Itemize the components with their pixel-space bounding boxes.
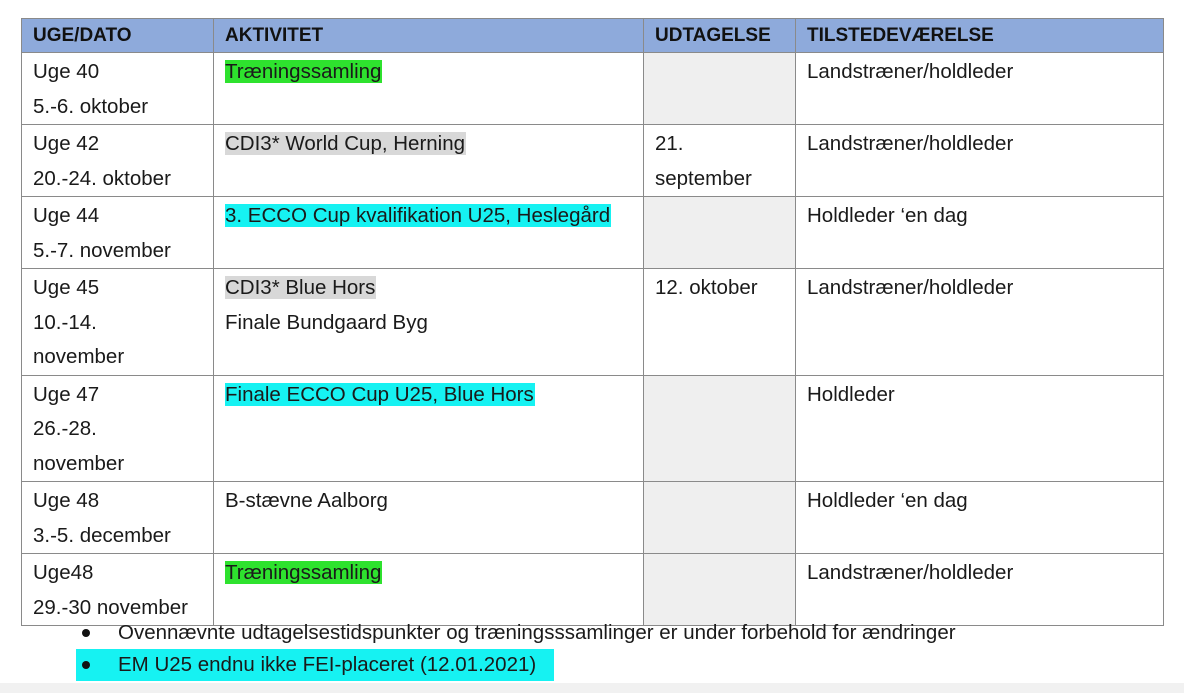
date-range: 3.-5. december [33, 523, 171, 547]
table-header-row [22, 19, 1164, 53]
presence-cell [796, 554, 1164, 626]
week-label: Uge 44 [33, 204, 100, 227]
udtagelse-cell [644, 197, 796, 269]
week-label: Uge 48 [33, 489, 100, 512]
presence-text: Landstræner/holdleder [807, 561, 1014, 584]
date-range: november [33, 451, 125, 475]
udtagelse-text: 21. [655, 132, 684, 155]
presence-text: Holdleder ‘en dag [807, 489, 968, 512]
date-range: 5.-7. november [33, 238, 171, 262]
date-range: 5.-6. oktober [33, 94, 149, 118]
note-item [76, 617, 1126, 649]
header-aktivitet: AKTIVITET [214, 19, 644, 53]
date-cell [22, 197, 214, 269]
activity-text: CDI3* World Cup, Herning [225, 132, 466, 155]
activity-cell [214, 53, 644, 125]
date-cell [22, 269, 214, 376]
presence-cell [796, 482, 1164, 554]
date-cell [22, 125, 214, 197]
note-text: EM U25 endnu ikke FEI-placeret (12.01.2021) [118, 653, 537, 676]
udtagelse-cell [644, 269, 796, 376]
week-label: Uge 42 [33, 132, 100, 155]
date-range: 29.-30 november [33, 595, 188, 619]
activity-text: Finale Bundgaard Byg [225, 310, 428, 334]
table-row [22, 482, 1164, 554]
date-cell [22, 53, 214, 125]
activity-cell [214, 197, 644, 269]
header-tilstedevaerelse: TILSTEDEVÆRELSE [796, 19, 1164, 53]
activity-cell [214, 269, 644, 376]
udtagelse-text: september [655, 166, 752, 190]
date-cell [22, 482, 214, 554]
header-uge-dato: UGE/DATO [22, 19, 214, 53]
presence-text: Holdleder ‘en dag [807, 204, 968, 227]
schedule-table [21, 18, 1164, 626]
week-label: Uge48 [33, 561, 94, 584]
table-row [22, 53, 1164, 125]
activity-text: CDI3* Blue Hors [225, 276, 376, 299]
week-label: Uge 40 [33, 60, 100, 83]
udtagelse-cell [644, 125, 796, 197]
notes-list [76, 617, 1126, 681]
udtagelse-cell [644, 554, 796, 626]
presence-cell [796, 53, 1164, 125]
table-row [22, 554, 1164, 626]
activity-text: 3. ECCO Cup kvalifikation U25, Heslegård [225, 204, 611, 227]
date-range: 20.-24. oktober [33, 166, 171, 190]
activity-cell [214, 125, 644, 197]
table-row [22, 125, 1164, 197]
activity-text: Finale ECCO Cup U25, Blue Hors [225, 382, 534, 406]
presence-cell [796, 125, 1164, 197]
table-row [22, 197, 1164, 269]
bullet-icon [82, 629, 90, 637]
week-label: Uge 47 [33, 382, 100, 406]
header-udtagelse: UDTAGELSE [644, 19, 796, 53]
page-bottom-edge [0, 683, 1184, 693]
note-item [76, 649, 1126, 681]
presence-cell [796, 375, 1164, 482]
bullet-icon [82, 661, 90, 669]
activity-cell [214, 482, 644, 554]
week-label: Uge 45 [33, 276, 100, 299]
udtagelse-cell [644, 375, 796, 482]
date-range: november [33, 345, 125, 368]
presence-text: Landstræner/holdleder [807, 276, 1014, 299]
date-range: 10.-14. [33, 310, 97, 334]
activity-cell [214, 554, 644, 626]
presence-cell [796, 269, 1164, 376]
udtagelse-cell [644, 53, 796, 125]
date-cell [22, 375, 214, 482]
date-cell [22, 554, 214, 626]
presence-cell [796, 197, 1164, 269]
activity-text: Træningssamling [225, 561, 382, 584]
table-row [22, 375, 1164, 482]
activity-cell [214, 375, 644, 482]
table-row [22, 269, 1164, 376]
activity-text: Træningssamling [225, 60, 382, 83]
presence-text: Holdleder [807, 382, 895, 406]
udtagelse-cell [644, 482, 796, 554]
date-range: 26.-28. [33, 417, 97, 440]
activity-text: B-stævne Aalborg [225, 489, 388, 512]
udtagelse-text: 12. oktober [655, 276, 758, 299]
note-text: Ovennævnte udtagelsestidspunkter og træningsssamlinger er under forbehold for ændringer [118, 621, 956, 644]
presence-text: Landstræner/holdleder [807, 60, 1014, 83]
presence-text: Landstræner/holdleder [807, 132, 1014, 155]
